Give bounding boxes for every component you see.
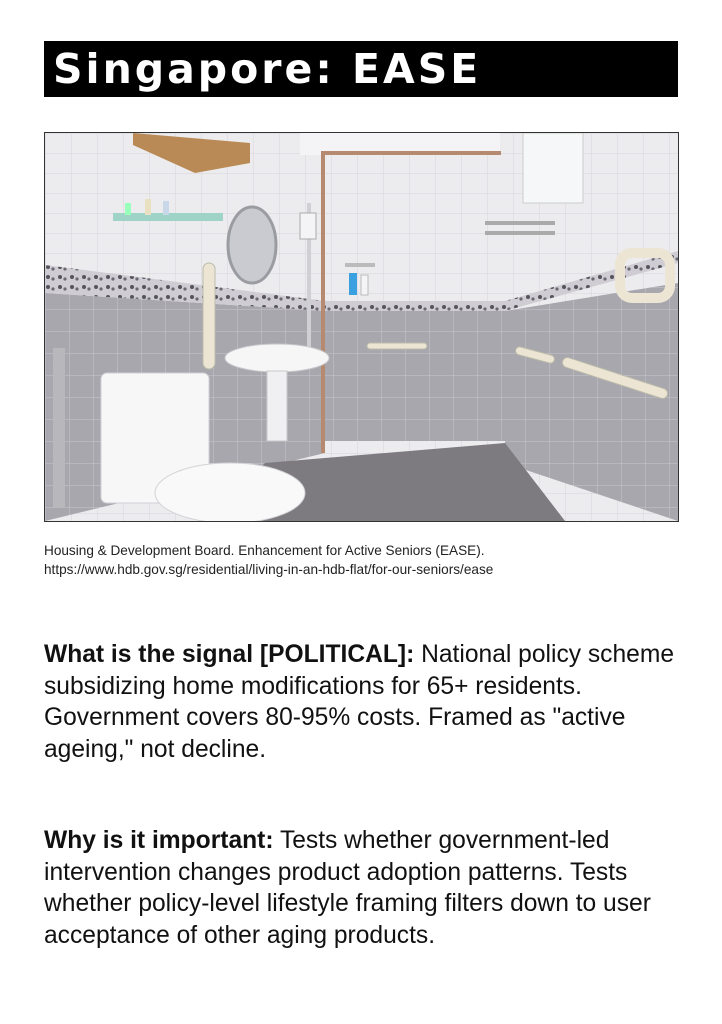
signal-body: National policy scheme subsidizing home modifications for 65+ residents. Government covers 80-95% costs. Framed as "active ageing," not decline. <box>44 641 674 763</box>
importance-body: Tests whether government-led intervention changes product adoption patterns. Tests whether policy-level lifestyle framing filters down to user acceptance of other aging products. <box>44 827 651 949</box>
title-bar <box>44 41 678 97</box>
signal-heading: What is the signal [POLITICAL]: <box>44 641 415 668</box>
caption-url: https://www.hdb.gov.sg/residential/living-in-an-hdb-flat/for-our-seniors/ease <box>44 562 494 577</box>
bathroom-photo <box>44 132 679 522</box>
caption-source: Housing & Development Board. Enhancement for Active Seniors (EASE). <box>44 543 485 558</box>
page-title: Singapore: EASE <box>53 44 482 93</box>
importance-paragraph <box>44 825 694 951</box>
signal-paragraph <box>44 639 694 765</box>
image-caption <box>44 541 684 579</box>
importance-heading: Why is it important: <box>44 827 274 854</box>
